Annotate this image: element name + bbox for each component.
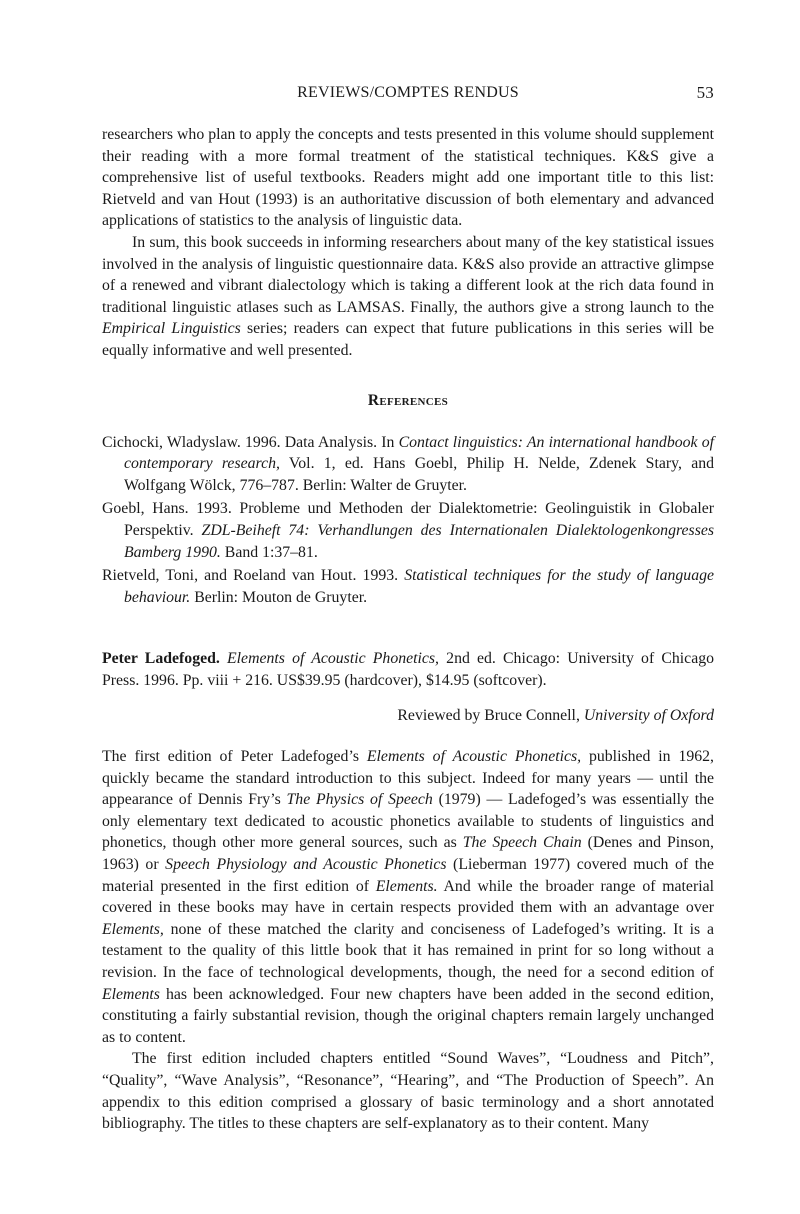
running-header — [102, 80, 714, 106]
italic-title: The Speech Chain — [462, 834, 582, 852]
italic-title: The Physics of Speech — [286, 791, 433, 809]
italic-title: Speech Physiology and Acoustic Phonetics — [165, 856, 447, 874]
text-run: Goebl, Hans. 1993. Probleme und Methoden der Dialektometrie: Geolinguistik in Globaler Perspektiv. — [102, 500, 714, 539]
reference-goebl — [102, 498, 714, 563]
page-body — [102, 124, 714, 1135]
reference-cichocki — [102, 432, 714, 497]
review-paragraph-1 — [102, 746, 714, 1048]
text-run: Rietveld, Toni, and Roeland van Hout. 1993. — [102, 567, 405, 585]
book-title: Elements of Acoustic Phonetics, — [227, 650, 440, 668]
text-run: Cichocki, Wladyslaw. 1996. Data Analysis. In — [102, 433, 399, 451]
page-number: 53 — [696, 83, 714, 102]
text-run: has been acknowledged. Four new chapters have been added in the second edition, constituting a fairly substantial revision, though the original chapters remain largely unchanged as to content. — [102, 985, 714, 1046]
reference-title: ZDL-Beiheft 74: Verhandlungen des Internationalen Dialektologenkongresses Bamberg 1990. — [124, 521, 715, 561]
text-run: The first edition of Peter Ladefoged’s — [102, 748, 367, 766]
italic-title: Elements — [102, 985, 160, 1003]
reference-title: Contact linguistics: An international handbook of contemporary research, — [124, 433, 714, 473]
italic-title: Elements, — [102, 920, 164, 938]
text-run: And while the broader range of material covered in these books may have in certain respects provided them with an advantage over — [102, 877, 714, 917]
italic-title: Elements. — [375, 877, 438, 895]
book-details: 2nd ed. Chicago: University of Chicago Press. 1996. Pp. viii + 216. US$39.95 (hardcover), $14.95 (softcover). — [102, 650, 714, 689]
references-heading: References — [367, 391, 449, 409]
reference-title: Statistical techniques for the study of language behaviour. — [124, 567, 715, 606]
text-run: Band 1:37–81. — [220, 543, 318, 561]
running-title: REVIEWS/COMPTES RENDUS — [297, 84, 519, 101]
text-run: Berlin: Mouton de Gruyter. — [190, 588, 368, 606]
text-run: (Denes and Pinson, 1963) or — [102, 834, 714, 874]
text-run: series; readers can expect that future publications in this series will be equally informative and well presented. — [102, 320, 714, 359]
paragraph-continued: researchers who plan to apply the concepts and tests presented in this volume should supplement their reading with a more formal treatment of the statistical techniques. K&S give a comprehensive list of useful textbooks. Readers might add one important title to this list: Rietveld and van Hout (1993) is an authoritative discussion of both elementary and advanced applications of statistics to the analysis of linguistic data. — [102, 126, 714, 230]
reference-rietveld — [102, 565, 714, 608]
reviewer-affiliation: University of Oxford — [583, 707, 714, 725]
paragraph-conclusion — [102, 232, 714, 362]
book-author: Peter Ladefoged. — [102, 650, 220, 668]
book-citation — [102, 648, 714, 691]
series-title: Empirical Linguistics — [102, 320, 241, 338]
text-run: (Lieberman 1977) covered much of the material presented in the first edition of — [102, 856, 714, 895]
text-run: none of these matched the clarity and conciseness of Ladefoged’s writing. It is a testament to the quality of this little book that it has remained in print for so long without a revision. In the face of technological developments, though, the need for a second edition of — [102, 920, 714, 981]
reviewer-name: Reviewed by Bruce Connell, — [397, 707, 584, 725]
text-run: Vol. 1, ed. Hans Goebl, Philip H. Nelde, Zdenek Stary, and Wolfgang Wölck, 776–787. Berlin: Walter de Gruyter. — [124, 455, 714, 494]
italic-title: Elements of Acoustic Phonetics, — [366, 748, 582, 766]
reviewer-line — [102, 705, 714, 727]
text-run: published in 1962, quickly became the standard introduction to this subject. Indeed for many years — until the appearance of Dennis Fry’s — [102, 748, 715, 809]
text-run: (1979) — Ladefoged’s was essentially the only elementary text dedicated to acoustic phonetics available to students of linguistics and phonetics, though other more general sources, such as — [102, 791, 714, 852]
review-paragraph-2: The first edition included chapters entitled “Sound Waves”, “Loudness and Pitch”, “Quality”, “Wave Analysis”, “Resonance”, “Hearing”, and “The Production of Speech”. An appendix to this edition comprised a glossary of basic terminology and a short annotated bibliography. The titles to these chapters are self-explanatory as to their content. Many — [102, 1050, 714, 1133]
text-run: In sum, this book succeeds in informing researchers about many of the key statistical issues involved in the analysis of linguistic questionnaire data. K&S also provide an attractive glimpse of a renewed and vibrant dialectology which is taking a different look at the rich data found in traditional linguistic atlases such as LAMSAS. Finally, the authors give a strong launch to the — [102, 233, 714, 316]
